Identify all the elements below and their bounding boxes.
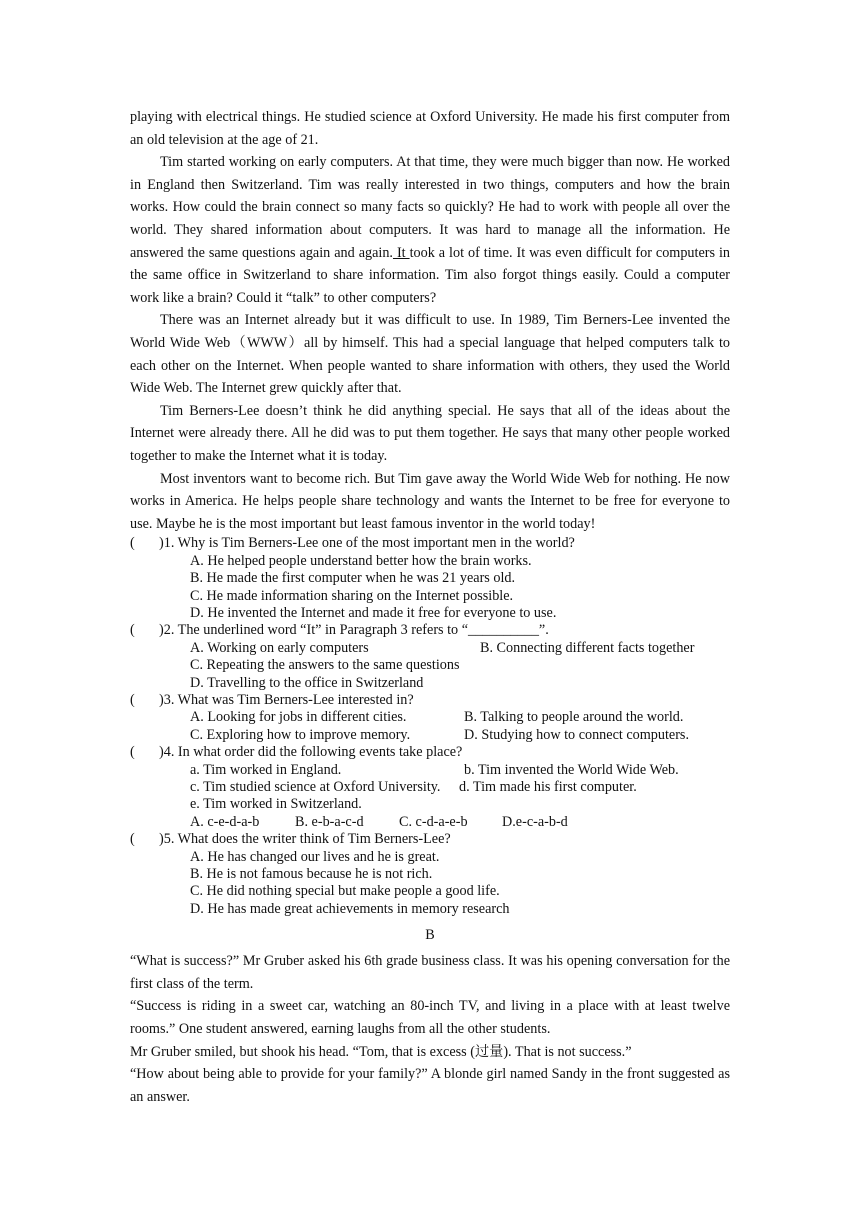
question-1-option-b: B. He made the first computer when he was 21 years old. — [190, 570, 516, 587]
question-2-row-ab — [130, 640, 730, 657]
question-4-option-b: B. e-b-a-c-d — [295, 813, 364, 830]
answer-blank: ( — [130, 691, 135, 708]
passage-a-paragraph-4: Tim Berners-Lee doesn’t think he did anything special. He says that all of the ideas about the Internet were already there. All he did was to put them together. He says that many other people worked together to make the Internet what it is today. — [130, 402, 730, 464]
question-2-option-b: B. Connecting different facts together — [480, 639, 695, 656]
question-3-row-ab — [130, 709, 730, 726]
question-3-row-cd — [130, 727, 730, 744]
answer-blank: ( — [130, 622, 135, 639]
question-3-option-c: C. Exploring how to improve memory. — [190, 726, 411, 743]
passage-b-paragraph-2: “Success is riding in a sweet car, watching an 80-inch TV, and living in a place with at least twelve rooms.” One student answered, earning laughs from all the other students. — [130, 998, 730, 1037]
passage-b-paragraph-4: “How about being able to provide for your family?” A blonde girl named Sandy in the front suggested as an answer. — [130, 1066, 730, 1105]
question-2-option-d: D. Travelling to the office in Switzerland — [190, 674, 424, 691]
answer-blank: ( — [130, 831, 135, 848]
question-2-option-a: A. Working on early computers — [190, 639, 369, 656]
question-1-option-c: C. He made information sharing on the Internet possible. — [190, 587, 514, 604]
underlined-word-it: It — [392, 244, 410, 261]
question-3-stem: )3. What was Tim Berners-Lee interested in? — [159, 691, 414, 708]
question-list — [130, 535, 730, 918]
question-4-event-d: d. Tim made his first computer. — [459, 778, 637, 795]
question-3 — [130, 692, 730, 709]
question-5-option-d: D. He has made great achievements in memory research — [190, 900, 510, 917]
question-3-option-d: D. Studying how to connect computers. — [464, 726, 689, 743]
question-4-option-d: D.e-c-a-b-d — [502, 813, 568, 830]
question-4-event-a: a. Tim worked in England. — [190, 761, 342, 778]
question-4-events-cd — [130, 779, 730, 796]
passage-a-paragraph-2 — [130, 151, 730, 309]
question-1-option-a: A. He helped people understand better how the brain works. — [190, 552, 532, 569]
passage-b-paragraph-1: “What is success?” Mr Gruber asked his 6th grade business class. It was his opening conversation for the first class of the term. — [130, 953, 730, 992]
passage-a-paragraph-1: playing with electrical things. He studied science at Oxford University. He made his first computer from an old television at the age of 21. — [130, 109, 730, 148]
question-5-stem: )5. What does the writer think of Tim Berners-Lee? — [159, 831, 451, 848]
answer-blank: ( — [130, 744, 135, 761]
question-4-event-e: e. Tim worked in Switzerland. — [190, 796, 362, 813]
question-4-event-c: c. Tim studied science at Oxford University. — [190, 778, 441, 795]
question-3-option-a: A. Looking for jobs in different cities. — [190, 709, 407, 726]
answer-blank: ( — [130, 535, 135, 552]
question-4-option-c: C. c-d-a-e-b — [399, 813, 468, 830]
question-4-stem: )4. In what order did the following events take place? — [159, 744, 463, 761]
passage-b-paragraph-3: Mr Gruber smiled, but shook his head. “Tom, that is excess (过量). That is not success.” — [130, 1043, 632, 1060]
question-1-option-d: D. He invented the Internet and made it free for everyone to use. — [190, 604, 557, 621]
paragraph-2-text-after: took a lot of time. It was even difficult for computers in the same office in Switzerland to share information. Tim also forgot things easily. Could a computer work like a brain? Could it “talk” to other computers? — [130, 244, 730, 306]
question-1 — [130, 535, 730, 552]
question-4 — [130, 744, 730, 761]
passage-a-paragraph-3: There was an Internet already but it was difficult to use. In 1989, Tim Berners-Lee invented the World Wide Web（WWW）all by himself. This had a special language that helped computers talk to each other on the Internet. When people wanted to share information with others, they used the World Wide Web. The Internet grew quickly after that. — [130, 312, 730, 397]
passage-a-paragraph-5: Most inventors want to become rich. But Tim gave away the World Wide Web for nothing. He now works in America. He helps people share technology and wants the Internet to be free for everyone to use. Maybe he is the most important but least famous inventor in the world today! — [130, 470, 730, 532]
question-1-stem: )1. Why is Tim Berners-Lee one of the most important men in the world? — [159, 535, 575, 552]
question-3-option-b: B. Talking to people around the world. — [464, 709, 684, 726]
question-5-option-a: A. He has changed our lives and he is great. — [190, 848, 440, 865]
question-4-option-a: A. c-e-d-a-b — [190, 813, 260, 830]
question-4-options — [130, 814, 730, 831]
question-2 — [130, 622, 730, 639]
question-2-option-c: C. Repeating the answers to the same questions — [190, 657, 460, 674]
question-5-option-b: B. He is not famous because he is not rich. — [190, 865, 433, 882]
question-5 — [130, 831, 730, 848]
question-2-stem: )2. The underlined word “It” in Paragraph 3 refers to “__________”. — [159, 622, 549, 639]
section-b-title: B — [425, 927, 435, 944]
question-5-option-c: C. He did nothing special but make people a good life. — [190, 883, 500, 900]
question-4-events-ab — [130, 762, 730, 779]
paragraph-2-text-before: Tim started working on early computers. At that time, they were much bigger than now. He worked in England then Switzerland. Tim was really interested in two things, computers and how the brain works. How could the brain connect so many facts so quickly? He had to work with people all over the world. They shared information about computers. It was hard to manage all the information. He answered the same questions again and again. — [130, 154, 730, 261]
question-4-event-b: b. Tim invented the World Wide Web. — [464, 761, 679, 778]
document-page — [130, 106, 730, 1108]
